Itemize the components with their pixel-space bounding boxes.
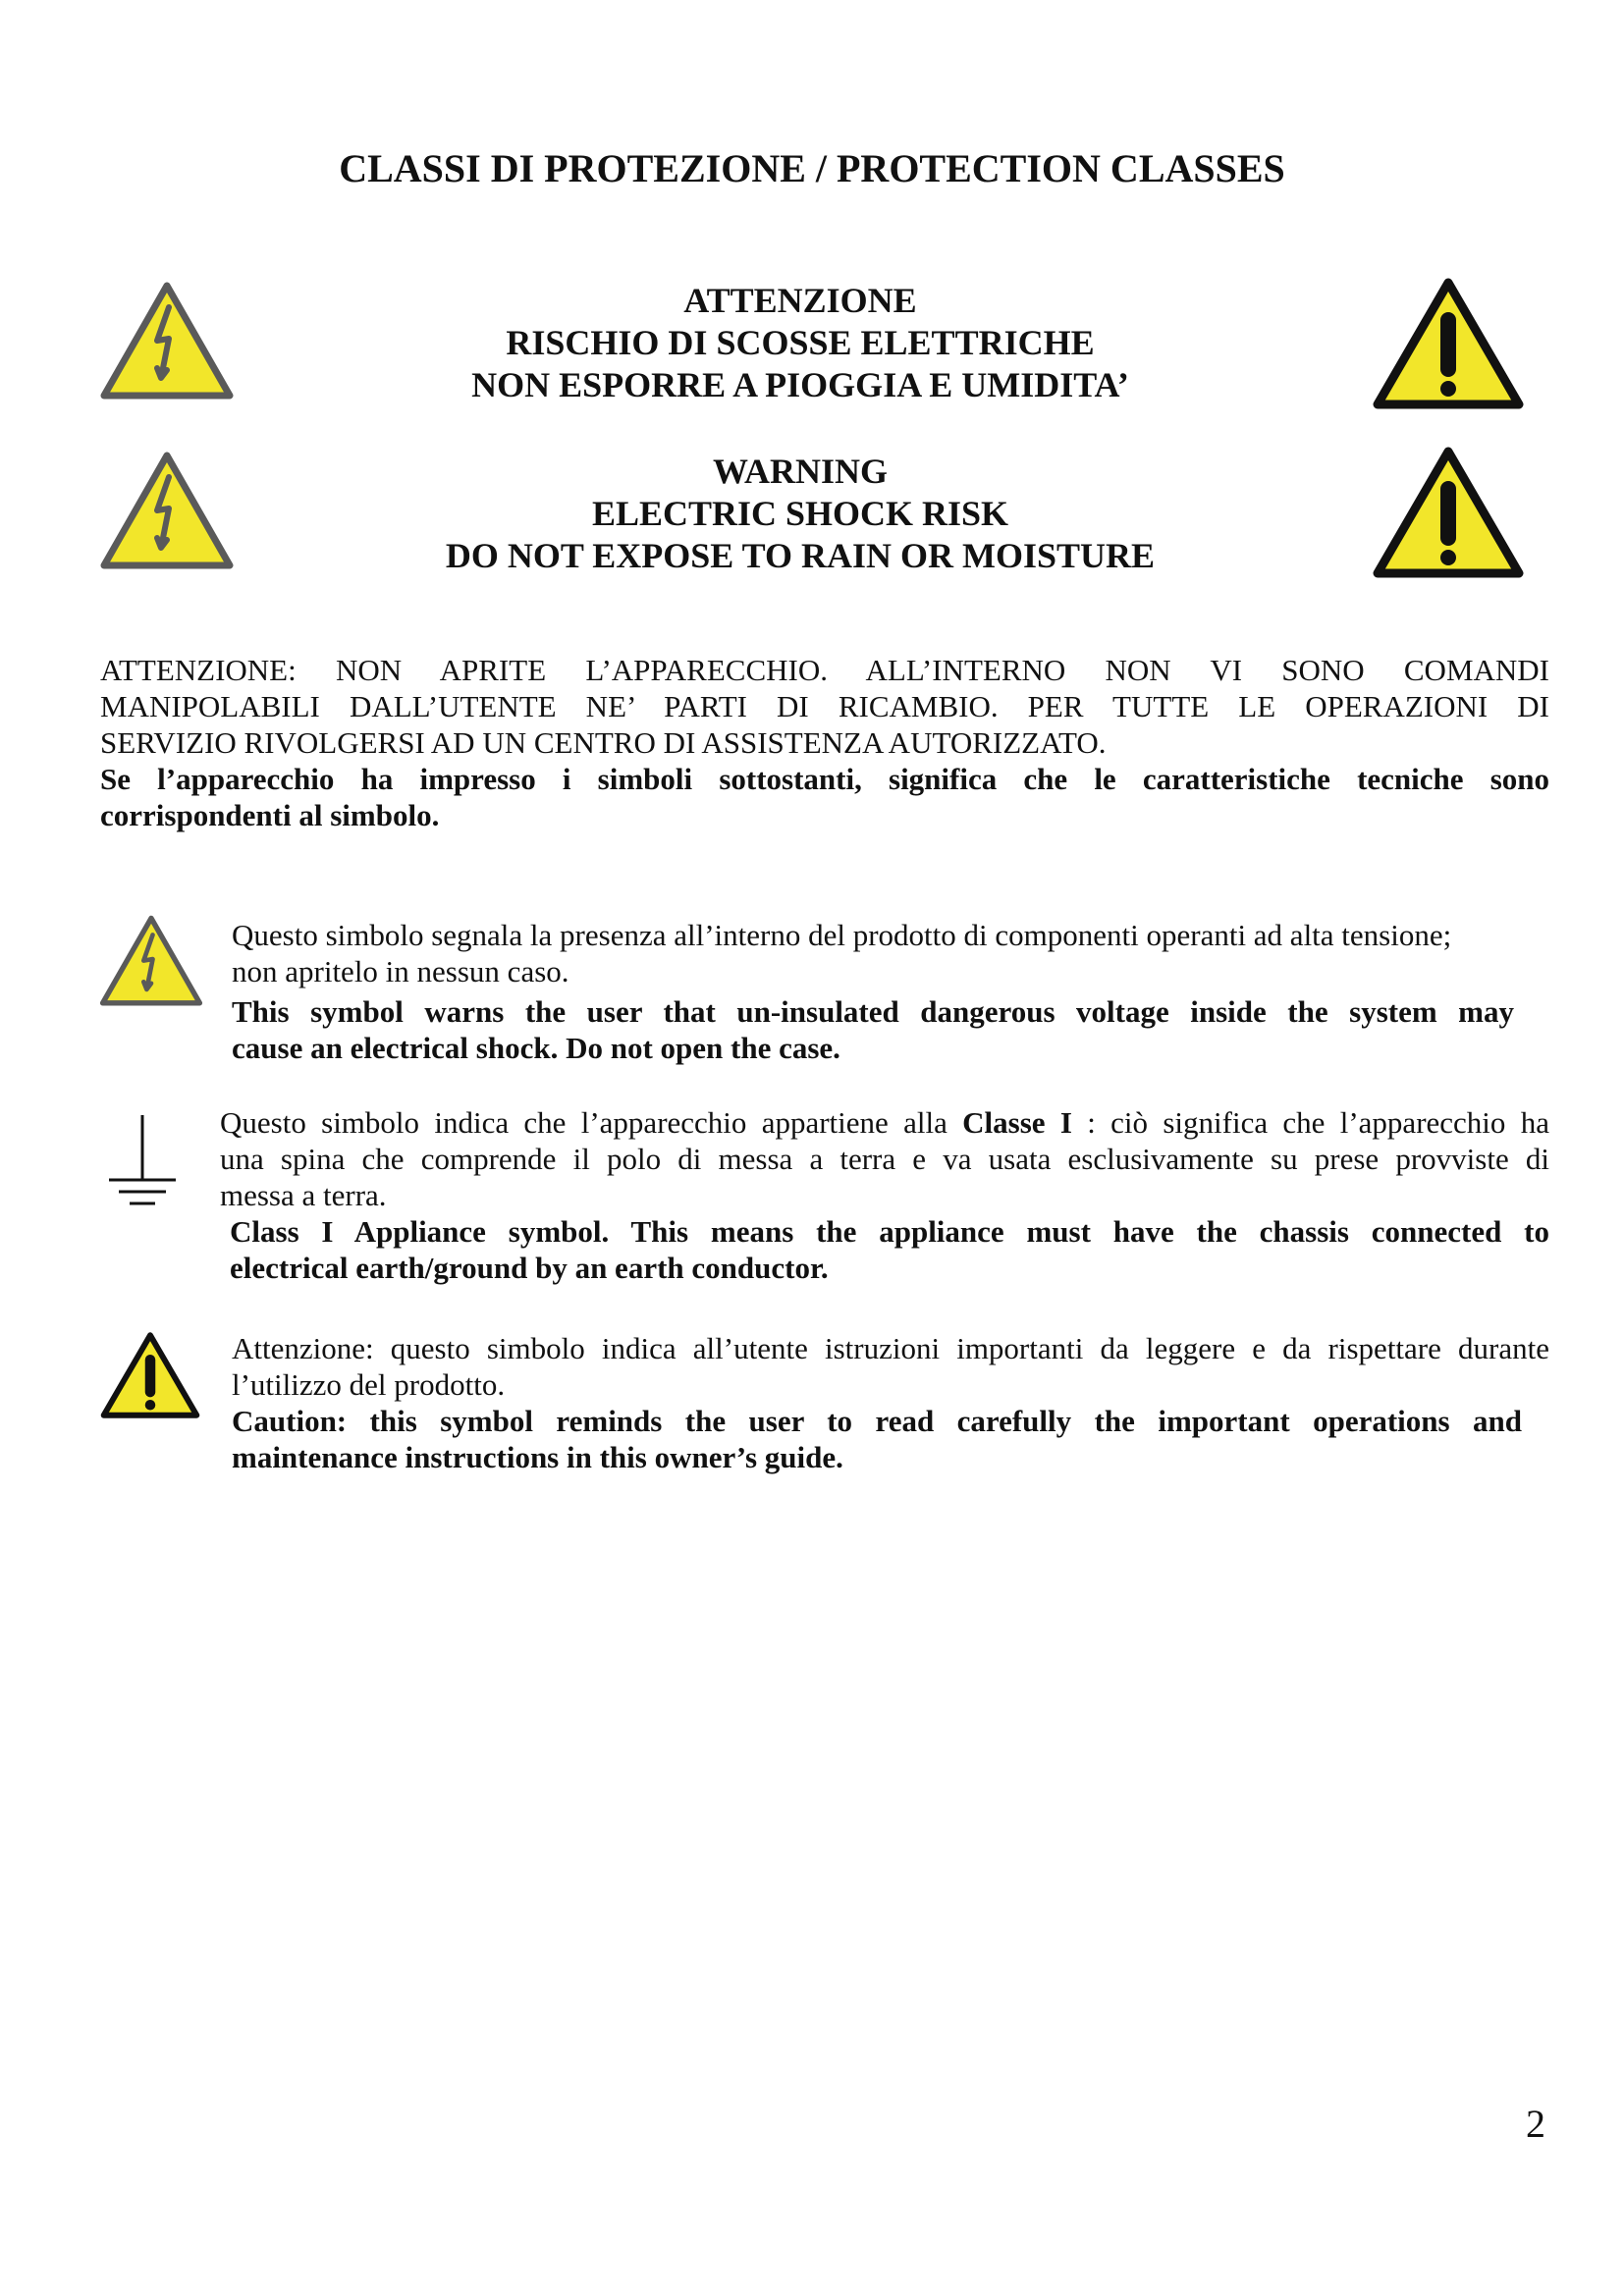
description-italian: una spina che comprende il polo di messa a terra e va usata esclusivamente su prese provviste di bbox=[220, 1142, 1549, 1176]
caution-symbol-description bbox=[232, 1330, 1549, 1475]
description-english: maintenance instructions in this owner’s guide. bbox=[232, 1440, 843, 1474]
warning-english bbox=[295, 451, 1306, 577]
description-english: Class I Appliance symbol. This means the appliance must have the chassis connected to bbox=[230, 1214, 1549, 1249]
description-italian: non apritelo in nessun caso. bbox=[232, 954, 569, 988]
description-italian: Questo simbolo segnala la presenza all’interno del prodotto di componenti operanti ad alta tensione; bbox=[232, 918, 1452, 952]
warning-heading: ATTENZIONE bbox=[683, 281, 917, 320]
notice-line: ATTENZIONE: NON APRITE L’APPARECCHIO. ALL’INTERNO NON VI SONO COMANDI bbox=[100, 653, 1549, 687]
warning-line: RISCHIO DI SCOSSE ELETTRICHE bbox=[506, 323, 1095, 362]
description-english: This symbol warns the user that un-insulated dangerous voltage inside the system may bbox=[232, 994, 1514, 1029]
warning-heading: WARNING bbox=[712, 452, 888, 491]
description-italian: l’utilizzo del prodotto. bbox=[232, 1367, 506, 1402]
warning-line: ELECTRIC SHOCK RISK bbox=[591, 494, 1009, 533]
description-italian: Attenzione: questo simbolo indica all’utente istruzioni importanti da leggere e da rispettare durante bbox=[232, 1331, 1549, 1365]
page-number: 2 bbox=[1526, 2102, 1545, 2146]
high-voltage-icon bbox=[98, 450, 236, 572]
description-italian: Questo simbolo indica che l’apparecchio appartiene alla Classe I : ciò significa che l’apparecchio ha bbox=[220, 1105, 1549, 1140]
description-italian: messa a terra. bbox=[220, 1178, 387, 1212]
notice-bold-line: corrispondenti al simbolo. bbox=[100, 798, 440, 832]
warning-line: NON ESPORRE A PIOGGIA E UMIDITA’ bbox=[471, 365, 1129, 404]
voltage-symbol-description bbox=[232, 917, 1549, 1066]
notice-paragraph bbox=[100, 652, 1549, 833]
warning-italian bbox=[295, 280, 1306, 406]
exclamation-warning-icon bbox=[1370, 275, 1527, 412]
class1-symbol-description bbox=[220, 1104, 1549, 1286]
notice-line: MANIPOLABILI DALL’UTENTE NE’ PARTI DI RICAMBIO. PER TUTTE LE OPERAZIONI DI bbox=[100, 689, 1549, 723]
high-voltage-icon bbox=[98, 913, 204, 1009]
description-english: cause an electrical shock. Do not open the case. bbox=[232, 1031, 840, 1065]
page-title: CLASSI DI PROTEZIONE / PROTECTION CLASSES bbox=[339, 146, 1285, 190]
earth-ground-icon bbox=[103, 1109, 182, 1217]
exclamation-warning-icon bbox=[98, 1330, 202, 1420]
high-voltage-icon bbox=[98, 280, 236, 402]
warning-line: DO NOT EXPOSE TO RAIN OR MOISTURE bbox=[445, 536, 1156, 575]
notice-line: SERVIZIO RIVOLGERSI AD UN CENTRO DI ASSISTENZA AUTORIZZATO. bbox=[100, 725, 1107, 760]
notice-bold-line: Se l’apparecchio ha impresso i simboli sottostanti, significa che le caratteristiche tecniche sono bbox=[100, 762, 1549, 796]
description-english: Caution: this symbol reminds the user to read carefully the important operations and bbox=[232, 1404, 1522, 1438]
description-english: electrical earth/ground by an earth conductor. bbox=[230, 1251, 829, 1285]
exclamation-warning-icon bbox=[1370, 444, 1527, 581]
